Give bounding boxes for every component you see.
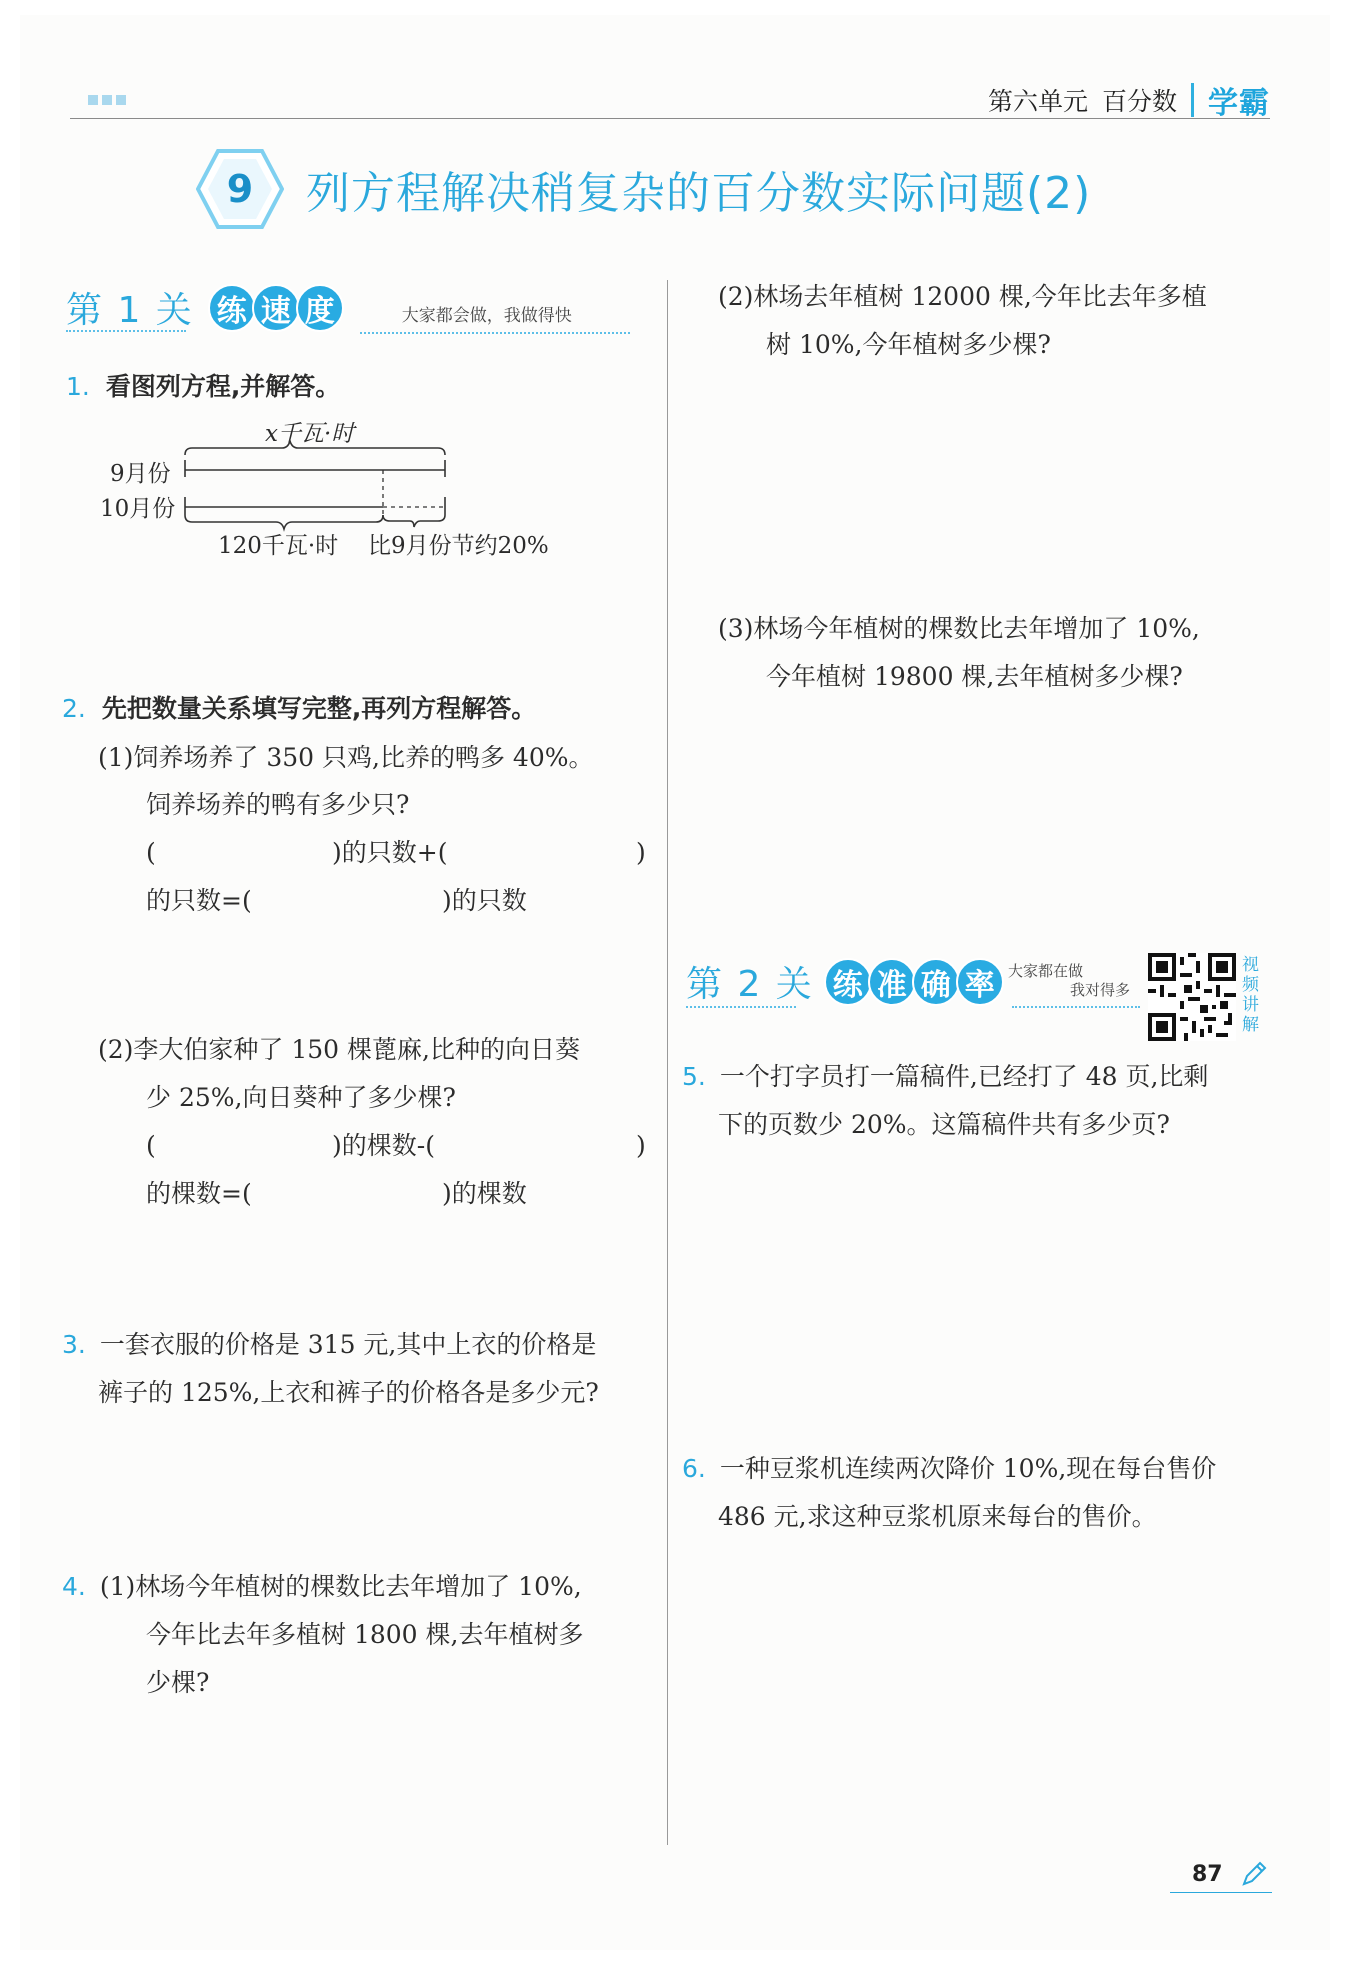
page-number-rule xyxy=(1170,1892,1272,1893)
level2-subtitle-underline xyxy=(1012,1006,1140,1008)
brand-logo: 学霸 xyxy=(1208,86,1270,121)
q4-part1-line2: 今年比去年多植树 1800 棵,去年植树多 xyxy=(146,1620,584,1649)
diagram-lines xyxy=(100,415,600,595)
q2-part2-line1: (2)李大伯家种了 150 棵蓖麻,比种的向日葵 xyxy=(98,1035,580,1064)
level2-char: 确 xyxy=(912,958,960,1006)
question-number: 2. xyxy=(62,694,86,723)
diagram-bottom-right-label: 比9月份节约20% xyxy=(368,533,549,559)
header-decoration xyxy=(88,90,130,109)
fill-paren: ( xyxy=(146,838,156,867)
question-number: 5. xyxy=(682,1062,706,1091)
header-divider xyxy=(1191,83,1194,117)
fill-text: 的棵数=( xyxy=(146,1179,252,1208)
fill-text: )的只数 xyxy=(442,886,527,915)
q2-part1-line1: (1)饲养场养了 350 只鸡,比养的鸭多 40%。 xyxy=(98,743,594,772)
q2-part2-line2: 少 25%,向日葵种了多少棵? xyxy=(146,1083,456,1112)
level1-banner xyxy=(66,282,572,333)
fill-paren: ( xyxy=(146,1131,156,1160)
question-text: 先把数量关系填写完整,再列方程解答。 xyxy=(101,694,537,723)
q2-part1-fill-line2 xyxy=(146,878,656,924)
question-4 xyxy=(62,1564,582,1610)
q4-part3-line2: 今年植树 19800 棵,去年植树多少棵? xyxy=(766,662,1183,691)
diagram-row2-label: 10月份 xyxy=(100,496,176,522)
question-5-line2: 下的页数少 20%。这篇稿件共有多少页? xyxy=(718,1110,1170,1139)
fill-text: )的只数+( xyxy=(332,838,448,867)
level2-char: 准 xyxy=(868,958,916,1006)
diagram-row1-label: 9月份 xyxy=(110,461,171,487)
level2-label: 第 2 关 xyxy=(686,964,814,1005)
q2-part2-fill-line1 xyxy=(146,1123,656,1169)
level1-char: 练 xyxy=(208,284,256,332)
topic-label: 百分数 xyxy=(1101,87,1177,116)
qr-code-icon[interactable] xyxy=(1148,953,1236,1041)
level2-subtitle-line1: 大家都在做 xyxy=(1008,962,1084,980)
question-6 xyxy=(682,1446,1216,1492)
level2-underline xyxy=(686,1006,796,1008)
level2-char: 练 xyxy=(824,958,872,1006)
lesson-number: 9 xyxy=(226,167,254,211)
question-text: 一个打字员打一篇稿件,已经打了 48 页,比剩 xyxy=(719,1062,1209,1091)
level1-char: 度 xyxy=(296,284,344,332)
q4-part2-line1: (2)林场去年植树 12000 棵,今年比去年多植 xyxy=(718,282,1207,311)
fill-text: )的棵数-( xyxy=(332,1131,435,1160)
diagram-bottom-left-label: 120千瓦·时 xyxy=(218,533,339,559)
question-text: 一种豆浆机连续两次降价 10%,现在每台售价 xyxy=(719,1454,1217,1483)
level2-subtitle xyxy=(1008,962,1130,1000)
q2-part1-line2: 饲养场养的鸭有多少只? xyxy=(146,790,410,819)
level2-banner xyxy=(686,956,1004,1007)
q2-part1-fill-line1 xyxy=(146,830,656,876)
line-segment-diagram xyxy=(100,415,600,595)
level1-char: 速 xyxy=(252,284,300,332)
level1-underline xyxy=(66,330,186,332)
unit-label: 第六单元 xyxy=(987,87,1088,116)
lesson-title-block xyxy=(196,145,1091,233)
question-2 xyxy=(62,686,536,732)
lesson-title: 列方程解决稍复杂的百分数实际问题(2) xyxy=(306,168,1092,219)
header xyxy=(988,78,1270,122)
fill-paren: ) xyxy=(636,1131,646,1160)
lesson-number-badge xyxy=(196,145,284,233)
q4-part2-line2: 树 10%,今年植树多少棵? xyxy=(766,330,1051,359)
question-number: 1. xyxy=(66,372,90,401)
diagram-top-label: x千瓦·时 xyxy=(265,421,355,447)
video-explanation-label: 视频讲解 xyxy=(1242,955,1259,1035)
column-divider xyxy=(667,280,668,1845)
level2-subtitle-line2: 我对得多 xyxy=(1070,981,1131,999)
question-5 xyxy=(682,1054,1208,1100)
fill-paren: ) xyxy=(636,838,646,867)
header-rule xyxy=(70,118,1270,119)
level2-char: 率 xyxy=(956,958,1004,1006)
question-text: (1)林场今年植树的棵数比去年增加了 10%, xyxy=(99,1572,582,1601)
question-1 xyxy=(66,364,340,410)
q4-part1-line3: 少棵? xyxy=(146,1668,210,1697)
level1-label: 第 1 关 xyxy=(66,290,194,331)
q4-part3-line1: (3)林场今年植树的棵数比去年增加了 10%, xyxy=(718,614,1200,643)
page-number: 87 xyxy=(1192,1862,1223,1887)
question-3 xyxy=(62,1322,596,1368)
question-3-line2: 裤子的 125%,上衣和裤子的价格各是多少元? xyxy=(98,1378,599,1407)
fill-text: )的棵数 xyxy=(442,1179,527,1208)
question-6-line2: 486 元,求这种豆浆机原来每台的售价。 xyxy=(718,1502,1157,1531)
level1-subtitle-underline xyxy=(360,332,630,334)
pencil-icon xyxy=(1240,1858,1270,1888)
fill-text: 的只数=( xyxy=(146,886,252,915)
question-text: 看图列方程,并解答。 xyxy=(105,372,341,401)
question-number: 3. xyxy=(62,1330,86,1359)
question-number: 4. xyxy=(62,1572,86,1601)
question-text: 一套衣服的价格是 315 元,其中上衣的价格是 xyxy=(99,1330,597,1359)
question-number: 6. xyxy=(682,1454,706,1483)
q2-part2-fill-line2 xyxy=(146,1171,656,1217)
level1-subtitle: 大家都会做，我做得快 xyxy=(401,306,572,326)
